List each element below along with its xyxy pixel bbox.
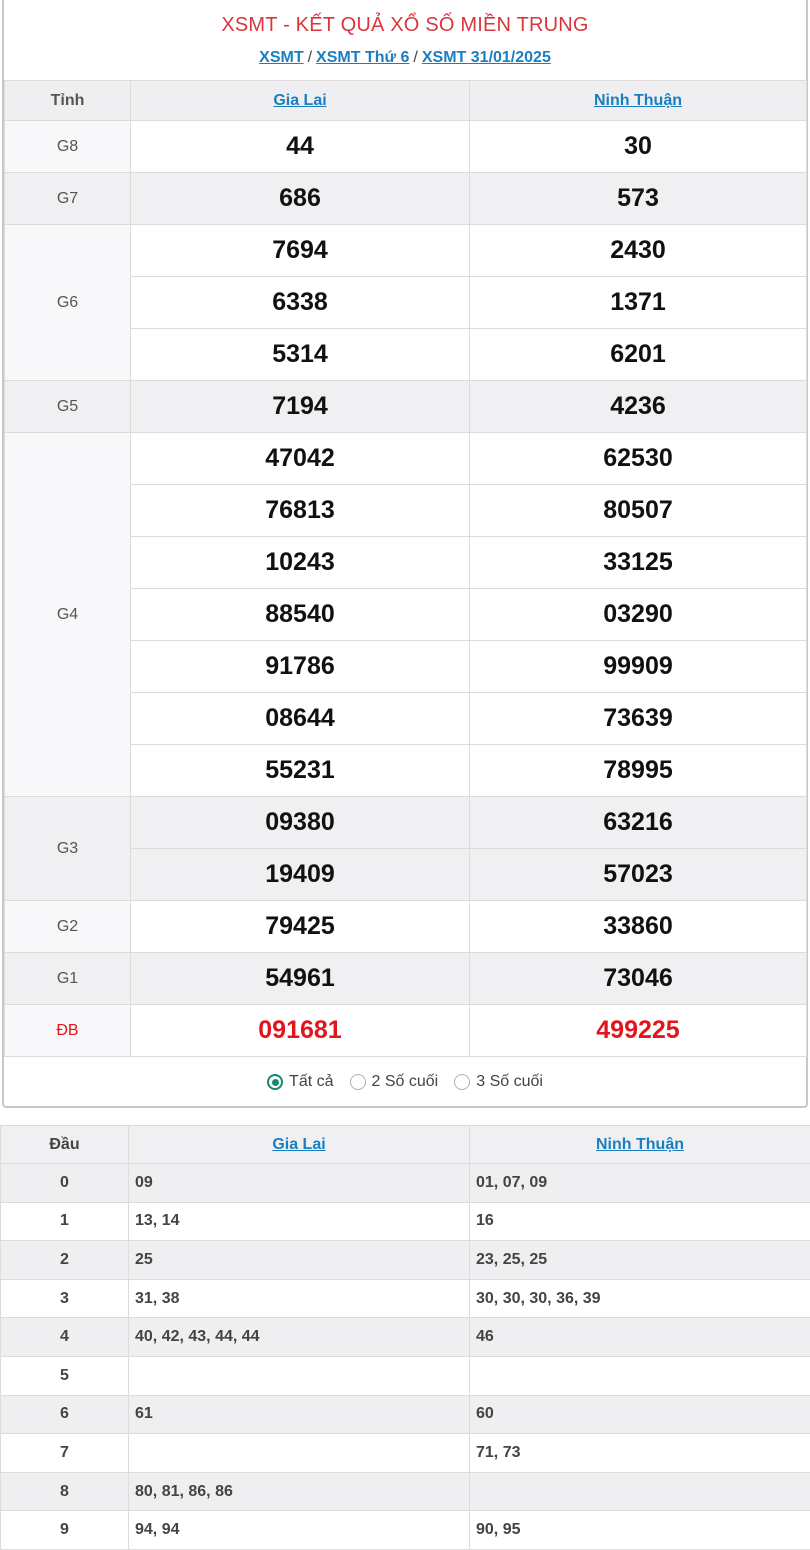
prize-label: G2 [5, 901, 131, 953]
tail-numbers: 25 [129, 1241, 470, 1280]
prize-number: 30 [470, 121, 807, 173]
head-digit: 3 [1, 1279, 129, 1318]
prize-number: 1371 [470, 277, 807, 329]
tail-numbers: 60 [470, 1395, 810, 1434]
head-digit-row [1, 1434, 810, 1473]
prize-row [5, 953, 807, 1005]
head-digit-row [1, 1318, 810, 1357]
tail-numbers [129, 1356, 470, 1395]
prize-row [5, 1005, 807, 1057]
filter-label: Tất cả [289, 1073, 334, 1090]
jackpot-number: 091681 [131, 1005, 470, 1057]
breadcrumb-date[interactable]: XSMT 31/01/2025 [421, 49, 551, 66]
digit-filter [4, 1057, 806, 1107]
province-link-ninh-thuan[interactable]: Ninh Thuận [596, 1135, 684, 1153]
head-digit-row [1, 1356, 810, 1395]
prize-number: 08644 [131, 693, 470, 745]
head-digit: 1 [1, 1202, 129, 1241]
tail-numbers: 61 [129, 1395, 470, 1434]
tail-numbers [470, 1472, 810, 1511]
prize-number: 7694 [131, 225, 470, 277]
breadcrumb-separator: / [413, 49, 418, 66]
filter-option-last-3[interactable] [454, 1073, 543, 1091]
tail-numbers: 46 [470, 1318, 810, 1357]
head-digit: 6 [1, 1395, 129, 1434]
prize-number: 78995 [470, 745, 807, 797]
prize-number: 4236 [470, 381, 807, 433]
head-digit-row [1, 1395, 810, 1434]
prize-number: 2430 [470, 225, 807, 277]
prize-row [5, 225, 807, 277]
prize-row [5, 433, 807, 485]
prize-row [5, 901, 807, 953]
prize-number: 09380 [131, 797, 470, 849]
tail-numbers: 80, 81, 86, 86 [129, 1472, 470, 1511]
prize-number: 62530 [470, 433, 807, 485]
prize-row [5, 381, 807, 433]
prize-number: 80507 [470, 485, 807, 537]
head-digit-row [1, 1241, 810, 1280]
head-digit: 2 [1, 1241, 129, 1280]
tail-numbers: 31, 38 [129, 1279, 470, 1318]
prize-number: 573 [470, 173, 807, 225]
head-digit: 7 [1, 1434, 129, 1473]
prize-number: 76813 [131, 485, 470, 537]
prize-number: 6201 [470, 329, 807, 381]
radio-empty-icon[interactable] [350, 1074, 366, 1090]
prize-label: G4 [5, 433, 131, 797]
filter-label: 3 Số cuối [476, 1073, 543, 1090]
prize-row [5, 797, 807, 849]
tail-numbers: 16 [470, 1202, 810, 1241]
province-link-gia-lai[interactable]: Gia Lai [272, 1135, 326, 1153]
prize-number: 79425 [131, 901, 470, 953]
prize-label: G5 [5, 381, 131, 433]
filter-label: 2 Số cuối [371, 1073, 439, 1090]
tail-numbers: 09 [129, 1164, 470, 1203]
head-digit-row [1, 1472, 810, 1511]
head-digit: 4 [1, 1318, 129, 1357]
head-digit-table [0, 1125, 810, 1550]
prize-number: 33860 [470, 901, 807, 953]
prize-label: G8 [5, 121, 131, 173]
prize-number: 10243 [131, 537, 470, 589]
head-digit-column-header: Đầu [1, 1126, 129, 1164]
province-link-ninh-thuan[interactable]: Ninh Thuận [594, 91, 682, 109]
head-digit-row [1, 1202, 810, 1241]
tail-numbers: 94, 94 [129, 1511, 470, 1550]
prize-number: 73639 [470, 693, 807, 745]
prize-number: 6338 [131, 277, 470, 329]
tail-numbers: 13, 14 [129, 1202, 470, 1241]
province-column-header: Tỉnh [5, 81, 131, 121]
filter-option-last-2[interactable] [350, 1073, 439, 1091]
head-digit-row [1, 1279, 810, 1318]
head-digit: 8 [1, 1472, 129, 1511]
breadcrumb-separator: / [307, 49, 313, 66]
prize-number: 47042 [131, 433, 470, 485]
prize-number: 88540 [131, 589, 470, 641]
prize-label: G7 [5, 173, 131, 225]
radio-selected-icon[interactable] [267, 1074, 283, 1090]
prize-label: G1 [5, 953, 131, 1005]
province-link-gia-lai[interactable]: Gia Lai [273, 91, 327, 109]
breadcrumb-xsmt-friday[interactable]: XSMT Thứ 6 [316, 49, 410, 66]
results-card [2, 0, 808, 1108]
prize-row [5, 173, 807, 225]
head-digit-row [1, 1164, 810, 1203]
filter-option-all[interactable] [267, 1073, 333, 1091]
head-digit: 5 [1, 1356, 129, 1395]
prize-label: ĐB [5, 1005, 131, 1057]
prize-label: G3 [5, 797, 131, 901]
head-digit: 9 [1, 1511, 129, 1550]
tail-numbers: 71, 73 [470, 1434, 810, 1473]
prize-number: 33125 [470, 537, 807, 589]
prize-number: 55231 [131, 745, 470, 797]
prize-number: 63216 [470, 797, 807, 849]
prize-number: 03290 [470, 589, 807, 641]
prize-number: 54961 [131, 953, 470, 1005]
breadcrumb [4, 46, 806, 80]
prize-number: 7194 [131, 381, 470, 433]
results-table [4, 80, 807, 1057]
prize-number: 99909 [470, 641, 807, 693]
prize-row [5, 121, 807, 173]
tail-numbers: 01, 07, 09 [470, 1164, 810, 1203]
head-digit: 0 [1, 1164, 129, 1203]
tail-numbers [129, 1434, 470, 1473]
prize-label: G6 [5, 225, 131, 381]
jackpot-number: 499225 [470, 1005, 807, 1057]
tail-numbers: 23, 25, 25 [470, 1241, 810, 1280]
prize-number: 5314 [131, 329, 470, 381]
prize-number: 57023 [470, 849, 807, 901]
page-title: XSMT - KẾT QUẢ XỔ SỐ MIỀN TRUNG [221, 14, 589, 36]
tail-numbers: 90, 95 [470, 1511, 810, 1550]
tail-numbers: 30, 30, 30, 36, 39 [470, 1279, 810, 1318]
prize-number: 73046 [470, 953, 807, 1005]
prize-number: 686 [131, 173, 470, 225]
head-digit-row [1, 1511, 810, 1550]
prize-number: 91786 [131, 641, 470, 693]
tail-numbers [470, 1356, 810, 1395]
prize-number: 19409 [131, 849, 470, 901]
tail-numbers: 40, 42, 43, 44, 44 [129, 1318, 470, 1357]
prize-number: 44 [131, 121, 470, 173]
radio-empty-icon[interactable] [454, 1074, 470, 1090]
breadcrumb-xsmt[interactable]: XSMT [259, 49, 304, 66]
